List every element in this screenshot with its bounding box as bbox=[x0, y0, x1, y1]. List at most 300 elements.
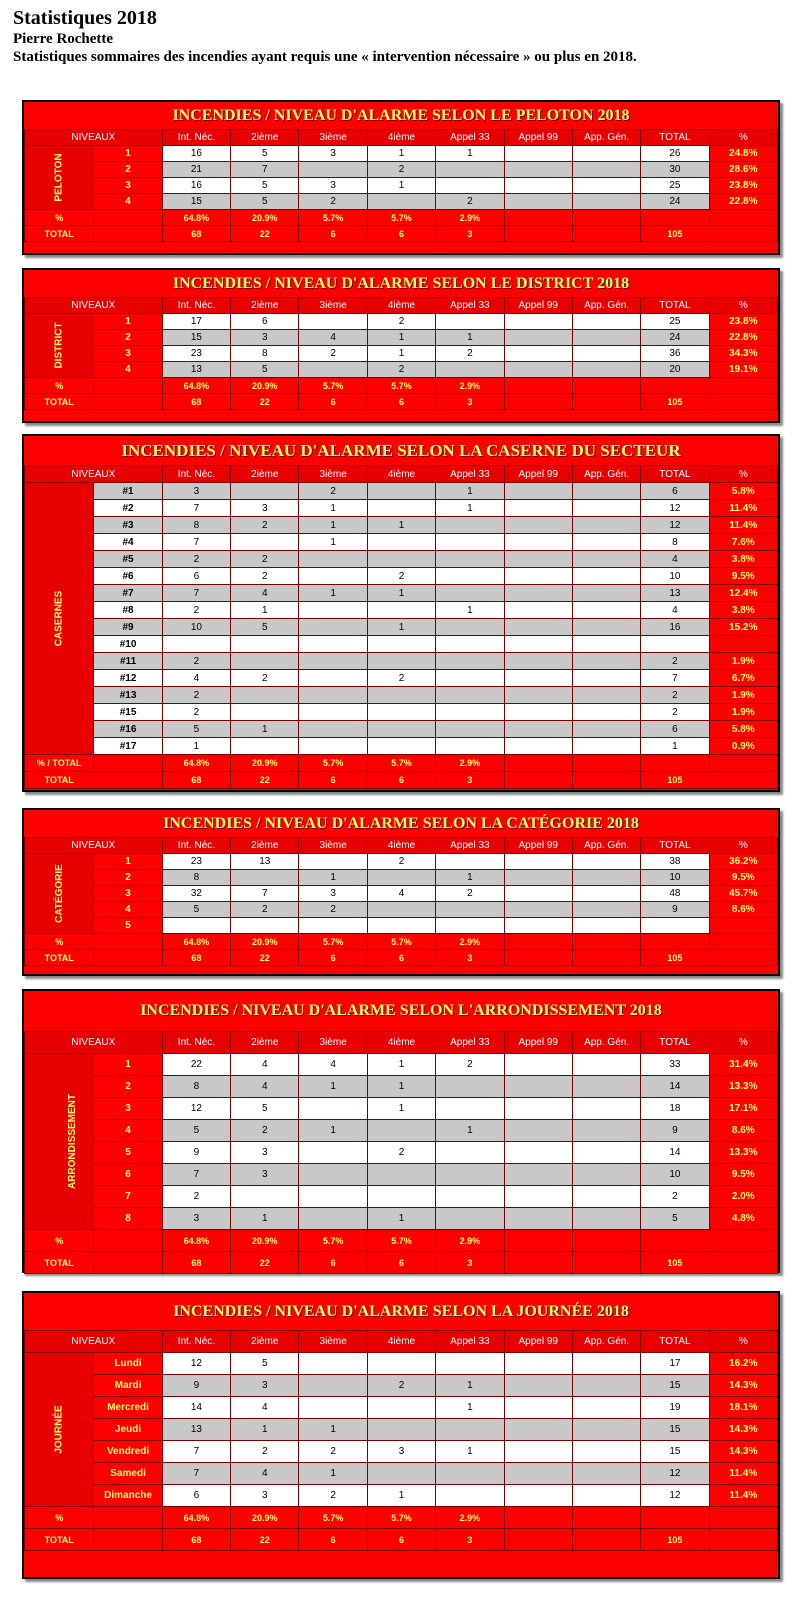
row-label: Lundi bbox=[94, 1353, 162, 1375]
column-header: App. Gén. bbox=[572, 466, 640, 483]
row-label: Vendredi bbox=[94, 1441, 162, 1463]
data-cell: 2 bbox=[436, 194, 504, 210]
data-cell: 4 bbox=[641, 602, 709, 619]
footer-cell bbox=[709, 772, 777, 789]
data-cell bbox=[572, 1463, 640, 1485]
data-cell: 1 bbox=[436, 870, 504, 886]
footer-cell: 64.8% bbox=[162, 210, 230, 226]
percent-cell: 2.0% bbox=[709, 1186, 777, 1208]
data-cell: 16 bbox=[641, 619, 709, 636]
data-cell: 12 bbox=[641, 1463, 709, 1485]
data-cell bbox=[572, 1375, 640, 1397]
footer-cell: 5.7% bbox=[367, 378, 435, 394]
data-cell bbox=[299, 1397, 367, 1419]
table-row bbox=[25, 602, 778, 619]
data-cell: 2 bbox=[367, 670, 435, 687]
column-header: TOTAL bbox=[641, 1032, 709, 1054]
footer-cell: 64.8% bbox=[162, 1507, 230, 1529]
column-header: 3ième bbox=[299, 1032, 367, 1054]
footer-cell bbox=[504, 378, 572, 394]
data-cell bbox=[572, 568, 640, 585]
column-header: NIVEAUX bbox=[25, 130, 163, 146]
table-row bbox=[25, 653, 778, 670]
data-cell: 2 bbox=[231, 568, 299, 585]
data-cell: 22 bbox=[162, 1054, 230, 1076]
data-cell bbox=[436, 619, 504, 636]
data-cell: 1 bbox=[436, 1397, 504, 1419]
percent-cell: 11.4% bbox=[709, 517, 777, 534]
column-header: % bbox=[709, 1032, 777, 1054]
data-cell bbox=[299, 918, 367, 934]
data-cell bbox=[367, 500, 435, 517]
footer-cell bbox=[572, 950, 640, 966]
column-header: TOTAL bbox=[641, 1331, 709, 1353]
data-cell: 1 bbox=[299, 534, 367, 551]
data-cell: 6 bbox=[162, 1485, 230, 1507]
column-header: 2ième bbox=[231, 1331, 299, 1353]
row-label: #13 bbox=[94, 687, 162, 704]
data-cell bbox=[504, 146, 572, 162]
footer-cell bbox=[709, 1529, 777, 1551]
empty-cell bbox=[94, 394, 162, 410]
data-cell: 15 bbox=[641, 1441, 709, 1463]
row-label: #4 bbox=[94, 534, 162, 551]
column-header: 3ième bbox=[299, 298, 367, 314]
column-header: App. Gén. bbox=[572, 838, 640, 854]
data-cell bbox=[231, 483, 299, 500]
data-cell bbox=[231, 918, 299, 934]
data-cell: 6 bbox=[641, 721, 709, 738]
column-header: TOTAL bbox=[641, 466, 709, 483]
table-row bbox=[25, 1397, 778, 1419]
total-row-label: TOTAL bbox=[25, 226, 94, 242]
data-cell bbox=[572, 517, 640, 534]
percent-cell: 13.3% bbox=[709, 1076, 777, 1098]
stats-table-section bbox=[22, 434, 780, 792]
data-cell bbox=[231, 738, 299, 755]
data-cell bbox=[572, 1397, 640, 1419]
data-cell: 9 bbox=[641, 902, 709, 918]
percent-cell: 11.4% bbox=[709, 1485, 777, 1507]
data-cell bbox=[436, 585, 504, 602]
data-cell bbox=[367, 1463, 435, 1485]
data-cell bbox=[504, 330, 572, 346]
stats-table bbox=[24, 465, 778, 789]
data-cell bbox=[641, 918, 709, 934]
row-label: #15 bbox=[94, 704, 162, 721]
data-cell: 17 bbox=[162, 314, 230, 330]
data-cell bbox=[436, 534, 504, 551]
footer-cell: 105 bbox=[641, 394, 709, 410]
data-cell bbox=[504, 483, 572, 500]
percent-cell: 5.8% bbox=[709, 721, 777, 738]
document-header bbox=[13, 6, 791, 66]
data-cell bbox=[504, 1441, 572, 1463]
footer-cell: 5.7% bbox=[367, 755, 435, 772]
table-row bbox=[25, 1463, 778, 1485]
footer-cell bbox=[709, 226, 777, 242]
data-cell: 4 bbox=[641, 551, 709, 568]
data-cell: 4 bbox=[231, 1054, 299, 1076]
footer-cell: 6 bbox=[299, 1252, 367, 1274]
data-cell bbox=[299, 362, 367, 378]
footer-cell bbox=[504, 1507, 572, 1529]
data-cell bbox=[572, 1164, 640, 1186]
data-cell bbox=[436, 636, 504, 653]
percent-row-label: % bbox=[25, 1230, 94, 1252]
row-label: 3 bbox=[94, 886, 162, 902]
data-cell: 2 bbox=[367, 1142, 435, 1164]
data-cell bbox=[504, 918, 572, 934]
data-cell: 1 bbox=[367, 1098, 435, 1120]
data-cell bbox=[504, 704, 572, 721]
data-cell bbox=[572, 1186, 640, 1208]
data-cell bbox=[504, 1142, 572, 1164]
footer-cell: 20.9% bbox=[231, 934, 299, 950]
data-cell: 2 bbox=[231, 1441, 299, 1463]
footer-cell: 22 bbox=[231, 1252, 299, 1274]
stats-table-section bbox=[22, 1291, 780, 1579]
data-cell: 3 bbox=[367, 1441, 435, 1463]
row-group-label bbox=[25, 314, 94, 378]
data-cell: 3 bbox=[299, 146, 367, 162]
footer-cell: 2.9% bbox=[436, 755, 504, 772]
data-cell: 3 bbox=[231, 1164, 299, 1186]
column-header: 4ième bbox=[367, 466, 435, 483]
data-cell: 17 bbox=[641, 1353, 709, 1375]
data-cell bbox=[367, 551, 435, 568]
percent-cell: 1.9% bbox=[709, 687, 777, 704]
row-label: 2 bbox=[94, 330, 162, 346]
footer-cell bbox=[572, 210, 640, 226]
percent-row-label: % bbox=[25, 934, 94, 950]
percent-row bbox=[25, 1507, 778, 1529]
row-group-label bbox=[25, 854, 94, 934]
row-group-text: ARRONDISSEMENT bbox=[67, 1093, 79, 1190]
data-cell: 1 bbox=[436, 146, 504, 162]
percent-cell: 13.3% bbox=[709, 1142, 777, 1164]
footer-cell bbox=[572, 934, 640, 950]
data-cell: 3 bbox=[299, 886, 367, 902]
column-header: 3ième bbox=[299, 838, 367, 854]
stats-table-section bbox=[22, 808, 780, 976]
percent-cell: 19.1% bbox=[709, 362, 777, 378]
data-cell: 5 bbox=[641, 1208, 709, 1230]
column-header: TOTAL bbox=[641, 298, 709, 314]
row-group-label bbox=[25, 1353, 94, 1507]
data-cell bbox=[367, 687, 435, 704]
data-cell: 2 bbox=[299, 902, 367, 918]
table-row bbox=[25, 1076, 778, 1098]
column-header: 4ième bbox=[367, 130, 435, 146]
footer-cell bbox=[709, 210, 777, 226]
footer-cell bbox=[641, 210, 709, 226]
data-cell: 1 bbox=[436, 483, 504, 500]
row-label: 7 bbox=[94, 1186, 162, 1208]
footer-cell bbox=[504, 1252, 572, 1274]
data-cell bbox=[572, 886, 640, 902]
row-label: 2 bbox=[94, 162, 162, 178]
data-cell: 3 bbox=[231, 1142, 299, 1164]
footer-cell: 6 bbox=[299, 394, 367, 410]
data-cell bbox=[231, 1186, 299, 1208]
footer-cell bbox=[572, 394, 640, 410]
data-cell bbox=[231, 687, 299, 704]
data-cell: 12 bbox=[162, 1098, 230, 1120]
footer-cell: 6 bbox=[299, 1529, 367, 1551]
data-cell: 23 bbox=[162, 346, 230, 362]
row-label: #3 bbox=[94, 517, 162, 534]
footer-cell: 105 bbox=[641, 950, 709, 966]
data-cell: 1 bbox=[367, 330, 435, 346]
row-label: #16 bbox=[94, 721, 162, 738]
data-cell bbox=[572, 330, 640, 346]
footer-cell: 2.9% bbox=[436, 378, 504, 394]
footer-cell: 105 bbox=[641, 772, 709, 789]
data-cell: 3 bbox=[162, 483, 230, 500]
data-cell: 5 bbox=[231, 1098, 299, 1120]
data-cell: 2 bbox=[299, 1485, 367, 1507]
empty-cell bbox=[94, 378, 162, 394]
row-label: 4 bbox=[94, 362, 162, 378]
footer-cell bbox=[709, 1230, 777, 1252]
percent-cell: 45.7% bbox=[709, 886, 777, 902]
data-cell bbox=[504, 670, 572, 687]
table-row bbox=[25, 902, 778, 918]
footer-cell bbox=[709, 1507, 777, 1529]
footer-cell: 105 bbox=[641, 226, 709, 242]
row-label: #2 bbox=[94, 500, 162, 517]
footer-cell: 5.7% bbox=[299, 210, 367, 226]
column-header: NIVEAUX bbox=[25, 838, 163, 854]
row-label: 6 bbox=[94, 1164, 162, 1186]
data-cell bbox=[572, 602, 640, 619]
percent-cell: 14.3% bbox=[709, 1441, 777, 1463]
footer-cell: 20.9% bbox=[231, 210, 299, 226]
table-row bbox=[25, 162, 778, 178]
data-cell bbox=[504, 854, 572, 870]
column-header: 2ième bbox=[231, 130, 299, 146]
footer-cell: 5.7% bbox=[299, 934, 367, 950]
table-row bbox=[25, 636, 778, 653]
data-cell bbox=[504, 362, 572, 378]
data-cell bbox=[367, 653, 435, 670]
data-cell bbox=[299, 738, 367, 755]
data-cell: 2 bbox=[367, 854, 435, 870]
data-cell: 1 bbox=[367, 1054, 435, 1076]
column-header: Appel 33 bbox=[436, 466, 504, 483]
footer-cell: 64.8% bbox=[162, 755, 230, 772]
table-row bbox=[25, 619, 778, 636]
data-cell bbox=[572, 1120, 640, 1142]
data-cell: 2 bbox=[231, 670, 299, 687]
percent-row-label: % bbox=[25, 210, 94, 226]
data-cell: 1 bbox=[367, 585, 435, 602]
column-header: Appel 99 bbox=[504, 1331, 572, 1353]
percent-cell bbox=[709, 918, 777, 934]
data-cell: 23 bbox=[162, 854, 230, 870]
data-cell bbox=[504, 314, 572, 330]
table-row bbox=[25, 738, 778, 755]
data-cell bbox=[504, 1375, 572, 1397]
footer-cell: 22 bbox=[231, 226, 299, 242]
footer-cell bbox=[504, 950, 572, 966]
data-cell: 6 bbox=[231, 314, 299, 330]
footer-cell: 3 bbox=[436, 1529, 504, 1551]
data-cell bbox=[504, 1076, 572, 1098]
total-row bbox=[25, 1529, 778, 1551]
data-cell bbox=[572, 721, 640, 738]
data-cell bbox=[504, 636, 572, 653]
column-header: NIVEAUX bbox=[25, 1331, 163, 1353]
data-cell: 1 bbox=[367, 1208, 435, 1230]
footer-cell bbox=[709, 378, 777, 394]
column-header: Appel 33 bbox=[436, 838, 504, 854]
table-row bbox=[25, 1186, 778, 1208]
data-cell bbox=[572, 1054, 640, 1076]
column-header: Int. Néc. bbox=[162, 298, 230, 314]
data-cell bbox=[572, 500, 640, 517]
footer-cell bbox=[709, 934, 777, 950]
footer-cell bbox=[504, 772, 572, 789]
data-cell bbox=[231, 704, 299, 721]
data-cell bbox=[299, 314, 367, 330]
data-cell bbox=[572, 585, 640, 602]
empty-cell bbox=[94, 950, 162, 966]
column-header: 4ième bbox=[367, 1032, 435, 1054]
footer-cell bbox=[709, 394, 777, 410]
footer-cell: 68 bbox=[162, 1529, 230, 1551]
data-cell bbox=[504, 619, 572, 636]
total-row-label: TOTAL bbox=[25, 1252, 94, 1274]
data-cell: 2 bbox=[367, 362, 435, 378]
data-cell: 7 bbox=[162, 500, 230, 517]
table-row bbox=[25, 704, 778, 721]
footer-cell: 6 bbox=[367, 772, 435, 789]
data-cell: 2 bbox=[367, 1375, 435, 1397]
table-row bbox=[25, 551, 778, 568]
data-cell: 1 bbox=[436, 500, 504, 517]
data-cell: 1 bbox=[367, 1076, 435, 1098]
data-cell bbox=[572, 704, 640, 721]
percent-cell: 0.9% bbox=[709, 738, 777, 755]
column-header: 3ième bbox=[299, 130, 367, 146]
row-label: 3 bbox=[94, 178, 162, 194]
table-row bbox=[25, 1208, 778, 1230]
data-cell: 4 bbox=[299, 1054, 367, 1076]
row-label: 8 bbox=[94, 1208, 162, 1230]
empty-cell bbox=[94, 755, 162, 772]
column-header: NIVEAUX bbox=[25, 466, 163, 483]
data-cell: 9 bbox=[162, 1375, 230, 1397]
data-cell: 5 bbox=[231, 619, 299, 636]
data-cell bbox=[572, 362, 640, 378]
data-cell: 1 bbox=[299, 517, 367, 534]
empty-cell bbox=[94, 1252, 162, 1274]
row-label: #6 bbox=[94, 568, 162, 585]
table-row bbox=[25, 1419, 778, 1441]
row-label: #11 bbox=[94, 653, 162, 670]
table-row bbox=[25, 178, 778, 194]
percent-cell: 23.8% bbox=[709, 314, 777, 330]
column-header: Appel 33 bbox=[436, 298, 504, 314]
data-cell bbox=[436, 517, 504, 534]
row-label: #1 bbox=[94, 483, 162, 500]
data-cell bbox=[504, 687, 572, 704]
data-cell: 30 bbox=[641, 162, 709, 178]
data-cell: 3 bbox=[162, 1208, 230, 1230]
column-header: Appel 99 bbox=[504, 466, 572, 483]
percent-cell: 6.7% bbox=[709, 670, 777, 687]
percent-cell: 11.4% bbox=[709, 1463, 777, 1485]
data-cell bbox=[504, 653, 572, 670]
table-header-row bbox=[25, 130, 778, 146]
data-cell: 7 bbox=[162, 1164, 230, 1186]
total-row bbox=[25, 950, 778, 966]
column-header: % bbox=[709, 298, 777, 314]
data-cell bbox=[504, 902, 572, 918]
table-row bbox=[25, 687, 778, 704]
table-row bbox=[25, 1485, 778, 1507]
percent-cell: 11.4% bbox=[709, 500, 777, 517]
table-row bbox=[25, 483, 778, 500]
table-row bbox=[25, 500, 778, 517]
data-cell: 8 bbox=[162, 1076, 230, 1098]
data-cell: 3 bbox=[231, 1485, 299, 1507]
data-cell: 1 bbox=[231, 1419, 299, 1441]
row-group-text: JOURNÉE bbox=[53, 1405, 65, 1454]
stats-table bbox=[24, 837, 778, 966]
data-cell bbox=[299, 1186, 367, 1208]
footer-cell: 5.7% bbox=[299, 1230, 367, 1252]
data-cell bbox=[572, 1419, 640, 1441]
data-cell bbox=[572, 870, 640, 886]
percent-row-label: % bbox=[25, 378, 94, 394]
percent-cell: 12.4% bbox=[709, 585, 777, 602]
data-cell bbox=[572, 1208, 640, 1230]
data-cell: 20 bbox=[641, 362, 709, 378]
percent-cell: 22.8% bbox=[709, 194, 777, 210]
data-cell bbox=[436, 362, 504, 378]
data-cell bbox=[504, 178, 572, 194]
percent-cell: 36.2% bbox=[709, 854, 777, 870]
column-header: Appel 33 bbox=[436, 1331, 504, 1353]
data-cell bbox=[572, 194, 640, 210]
column-header: App. Gén. bbox=[572, 1331, 640, 1353]
data-cell bbox=[572, 636, 640, 653]
total-row-label: TOTAL bbox=[25, 772, 94, 789]
data-cell bbox=[504, 1054, 572, 1076]
row-label: Mercredi bbox=[94, 1397, 162, 1419]
document-author: Pierre Rochette bbox=[13, 31, 114, 47]
table-header-row bbox=[25, 466, 778, 483]
section-title: INCENDIES / NIVEAU D'ALARME SELON LA JOURNÉE 2018 bbox=[173, 1303, 629, 1320]
table-row bbox=[25, 886, 778, 902]
data-cell bbox=[367, 1353, 435, 1375]
data-cell: 13 bbox=[162, 362, 230, 378]
total-row bbox=[25, 394, 778, 410]
percent-row bbox=[25, 210, 778, 226]
data-cell: 1 bbox=[367, 346, 435, 362]
data-cell bbox=[572, 314, 640, 330]
data-cell: 2 bbox=[367, 314, 435, 330]
footer-cell bbox=[641, 378, 709, 394]
footer-cell: 5.7% bbox=[367, 934, 435, 950]
empty-cell bbox=[94, 1230, 162, 1252]
footer-cell: 20.9% bbox=[231, 378, 299, 394]
column-header: 2ième bbox=[231, 298, 299, 314]
data-cell: 14 bbox=[162, 1397, 230, 1419]
